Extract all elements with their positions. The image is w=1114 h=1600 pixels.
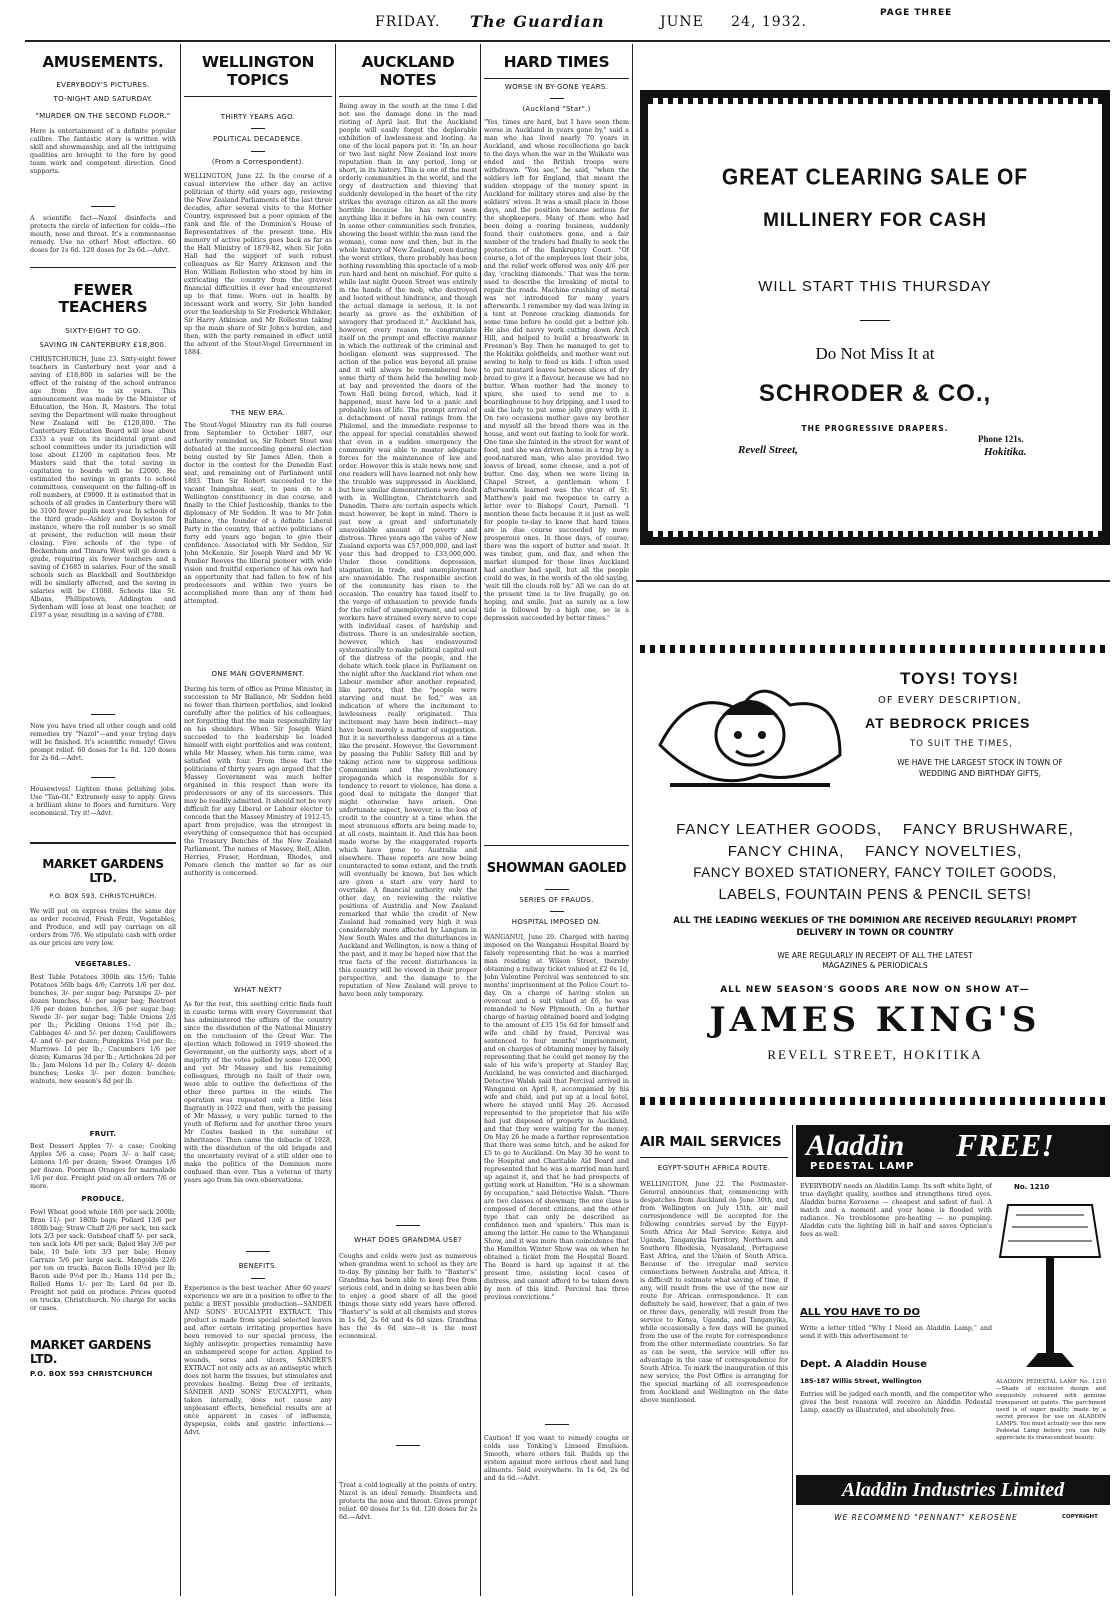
price-list: Best Dessert Apples 7/- a case; Cooking Apples 5/6 a case; Pears 3/- a half case; Lemons 1/6 per dozen; Sweet Oranges 1/6 per dozen. Poorman Oranges for marmalade 1/6 per doz. Freight paid on all orders 7/6 or more. — [30, 1143, 176, 1191]
bedrock-prices: AT BEDROCK PRICES — [865, 715, 1031, 731]
divider — [396, 1225, 420, 1226]
aladdin-brand: Aladdin — [806, 1129, 905, 1162]
aladdin-industries-banner: Aladdin Industries Limited — [796, 1475, 1110, 1505]
divider — [91, 206, 115, 207]
masthead-rule — [25, 40, 1110, 42]
subheading: PRODUCE. — [81, 1195, 125, 1204]
divider — [246, 1251, 270, 1252]
article-text: As for the rest, this seething critic finds fault in caustic terms with every Government that has administered the affairs of the country since the dissolution of the National Ministry on the conclusion of the Great War. The election which followed in 1919 showed the Government, on the authority says, short of a majority of the votes polled by some 120,000, and yet Mr Massey and his remaining colleagues, through no fault of their own, were able to outlive the defections of the other three parties in the winds. The operation was repeated only a little less flagrantly in 1922 and then, with the passing of Mr Massey, a very public turned to the youth of Reform and for another three years Mr Coates basked in the sunshine of inheritance. Then came the debacle of 1928, with the dissolution of the old brigade and the uncertainty revival of a still older one to make the politics of the Dominion more confused than ever. This a veteran of thirty years ago from his own observations. — [184, 1001, 332, 1185]
store-street: Revell Street, — [738, 444, 798, 456]
heading-wellington-topics: WELLINGTON TOPICS — [201, 53, 315, 89]
heading-air-mail: AIR MAIL SERVICES — [640, 1134, 782, 1150]
aladdin-copy: EVERYBODY needs an Aladdin Lamp. Its soft white light, of true daylight quality, soothes and strengthens tired eyes. Aladdin burns Kerosene — cheapest and safest of fuel. A match and a moment and your home is flooded with radiance. No troublesome pre-heating — no pumping. Aladdin cuts the lighting bill in half and saves Optician's fees as well. — [800, 1183, 992, 1238]
subheading: WHAT NEXT? — [233, 985, 283, 994]
contest-street: 185-187 Willis Street, Wellington — [800, 1377, 922, 1385]
subheading: SERIES OF FRAUDS. — [519, 895, 594, 904]
divider — [860, 320, 890, 321]
goods-line: FANCY BOXED STATIONERY, FANCY TOILET GOODS, — [693, 865, 1057, 880]
column-wellington-topics — [184, 44, 332, 1596]
advert-text: Caution! If you want to remedy coughs or colds use Tonking's Linseed Emulsion. Smooth, where others fail. Builds up the system against more serious chest and lung ailments. Sold everywhere. In 1s 6d, 2s 6d and 4s 6d.—Advt. — [484, 1434, 629, 1482]
decorative-border — [648, 531, 1102, 537]
jester-illustration — [650, 665, 850, 805]
subheading: WHAT DOES GRANDMA USE? — [354, 1235, 462, 1244]
contest-instructions: Write a letter titled "Why I Need an Aladdin Lamp," and send it with this advertisement to — [800, 1325, 992, 1340]
subheading: SIXTY-EIGHT TO GO. — [65, 327, 141, 336]
divider — [251, 128, 265, 129]
divider — [550, 911, 564, 912]
article-text: WANGANUI, June 20. Charged with having imposed on the Wanganui Hospital Board by falsely representing that he was a married man residing at Wilson Street, thereby obtaining a railway ticket valued at £2 6s 1d, John Valentine Percival was sentenced to six months' imprisonment at the Police Court to-day. On a charge of having stolen an overcoat and a suit valued at £6, he was remanded to New Plymouth. On a further charge of having obtained board and lodging to the amount of £35 15s 6d for himself and wife and child by fraud, Percival was sentenced to four months' imprisonment, and on charges of obtaining money by falsely representing that he could get money by the sale of his wife's property at Stanley Bay, Auckland, he was convicted and discharged. Detective Walsh said that Percival arrived in Wanganui on April 8, accompanied by his wife and child, and put up at a local hotel, where he stayed until May 26. Accused represented to the proprietor that his wife had just disposed of property in Auckland, and that they were waiting for the money. On May 26 he made a further representation that there was some hitch, and he asked for £5 to go to Auckland. On May 30 he went to the Hospital and Charitable Aid Board and represented that he was a married man hard up against it, and that he had prospects of getting work at Hamilton. "He is a showman by occupation," said Detective Walsh. "There are two classes of showman; the one class is composed of decent citizens, and the other type that can only be described as confidence men and 'spielers.' This man is among the latter. He came to the Whanganui Show, and it was more than coincidence that the Hamilton Winter Show was on when he obtained a ticket from the Hospital Board. The Board is hard up against it at the present time, assisting local cases of distress, and cannot afford to be taken down by men of this kind. Percival has three previous convictions." — [484, 933, 629, 1301]
goods-line: FANCY LEATHER GOODS, FANCY BRUSHWARE, — [676, 821, 1074, 838]
divider — [251, 151, 265, 152]
schroder-advert — [640, 90, 1110, 545]
subheading: THE NEW ERA. — [230, 408, 286, 417]
column-air-mail — [640, 1125, 788, 1595]
advert-text: Experience is the best teacher. After 60 years' experience we are in a position to offer to the public a BEST possible production—SANDER AND SONS' EUCALYPTI EXTRACT. This product is made from special selected leaves and after certain irritating properties have been removed to our special process, the highly antiseptic properties remaining have an unhampered scope for action. Applied to wounds, sores and ulcers, SANDER'S EXTRACT not only acts as an antiseptic which does not harm the tissues, but stimulates and provokes healing. Being free of irritants, SANDER AND SONS' EUCALYPTI, when taken internally, does not cause any unpleasant effects, beneficial results are at once apparent in cases of influenza, dyspepsia, colds and gastric infections.—Advt. — [184, 1284, 332, 1436]
toys-description: OF EVERY DESCRIPTION, — [878, 695, 1022, 706]
divider — [91, 714, 115, 715]
toys-heading: TOYS! TOYS! — [900, 669, 1020, 688]
contest-heading: ALL YOU HAVE TO DO — [800, 1307, 921, 1318]
store-address: REVELL STREET, HOKITIKA — [767, 1047, 983, 1062]
subheading: POLITICAL DECADENCE. — [213, 135, 303, 144]
column-hard-times — [484, 44, 629, 1596]
subheading: HOSPITAL IMPOSED ON. — [511, 918, 602, 927]
suit-times: TO SUIT THE TIMES, — [910, 739, 1013, 749]
store-town: Hokitika. — [984, 446, 1027, 458]
store-tagline: THE PROGRESSIVE DRAPERS. — [801, 424, 949, 433]
lamp-caption: ALADDIN PEDESTAL LAMP No. 1210 —Shade of exclusive design and exquisitely coloured with genuine transparent oil paints. The parchment used is of super quality, made by a secret process for use on ALADDIN LAMPS. You must actually see this new Pedestal Lamp before you can fully appreciate its transcendent beauty. — [996, 1379, 1106, 1441]
decorative-border — [640, 1097, 1110, 1105]
subheading: BENEFITS. — [238, 1262, 278, 1271]
subheading: TO-NIGHT AND SATURDAY. — [53, 94, 153, 103]
subheading: ONE MAN GOVERNMENT. — [211, 670, 305, 679]
advert-text: A scientific fact—Nazol disinfects and protects the circle of infection for colds—the mouth, nose and throat. It's a commonsense remedy. Use no other! Most effective. 60 doses for 1s 6d. 120 doses for 2s 6d.—Advt. — [30, 214, 176, 254]
subheading: EVERYBODY'S PICTURES. — [56, 81, 150, 90]
store-name: SCHRODER & CO., — [758, 380, 992, 407]
sale-start: WILL START THIS THURSDAY — [758, 278, 992, 295]
column-rule — [180, 44, 181, 1596]
divider — [636, 580, 1110, 582]
article-text: WELLINGTON, June 22. The Postmaster-General announces that, commencing with despatches from Auckland on June 30th, and from Wellington on July 15th, air mail correspondence will be accepted for the following countries served by the Egypt-South Africa Air Mail Service: Kenya and Uganda, Tanganyika Territory, Northern and Southern Rhodesia, Nyasaland, Portuguese East Africa, and the Union of South Africa. Because of the irregular mail service connections between Australia and Africa, it is difficult to estimate what saving of time, if any, will result from the use of the new air route for African correspondence. It can definitely be said, however, that a gain of two or three days, generally, will result from the service to Kenya, Uganda, and Tanganyika, while occasionally a few days will be gained from the use of the route for correspondence from the other intermediate countries. So far as can be seen, the service will offer no advantage in the case of correspondence for South Africa. To mark the inauguration of this new service, the Post Office is arranging for the special marking of all correspondence from Auckland and Wellington on the date above mentioned. — [640, 1180, 788, 1404]
heading-market-gardens: MARKET GARDENS LTD. — [42, 857, 164, 885]
free-label: FREE! — [956, 1127, 1054, 1163]
divider — [30, 267, 176, 268]
subheading: THIRTY YEARS AGO. — [220, 112, 296, 121]
heading-amusements: AMUSEMENTS. — [42, 53, 164, 71]
advert-text: We will put on express trains the same day as order received, Fresh Fruit, Vegetables, and Produce, and will pay carriage on all orders from 7/6. We stipulate cash with order as our prices are very low. — [30, 908, 176, 948]
divider — [251, 1278, 265, 1279]
article-text: "Yes, times are hard, but I have seen them worse in Auckland in years gone by," said a man who has lived nearly 70 years in Auckland, and whose recollections go back to the days when the war in the Waikato was ended and the British troops were withdrawn. "You see," he said, "when the soldiers left for England, that meant the sudden stoppage of the money spent in Auckland for military stores and also by the soldiers' wives. It was a small place in those days, and the position became serious for the shopkeepers. Many of them who had been doing a roaring business, suddenly found their customers gone, and a fair number of the traders had finally to seek the protection of the Bankruptcy Court. "Of course, a lot of the employees lost their jobs, and the relief work offered was only 4/6 per day, 'cracking diamonds.' That was the term used to describe the breaking of metal to repair the roads. Machine crushing of metal was not introduced for many years afterwards. I remember my dad was living in a tent at Penrose cracking diamonds for some time before he could get a better job. He also did navvy work cutting down Arch Hill, and helped to build a breastwork in Freeman's Bay. Then he managed to get to the Hokitika goldfields, and mother went out sewing to help to feed us kids. I often used to put mustard leaves between slices of dry bread to give it a flavour, because we had no butter. When mother had the money to spare, she used to send me to a boardinghouse to buy dripping, and I used to ask the lady to put some jelly gravy with it. On two occasions mother gave my brother and myself all the bread there was in the house, and went out fasting to look for work. One time she fainted in the street for want of food, and she was driven home in a trap by a good-natured man, who also provided two loaves of bread, some cheese, and a pot of butter. One day, when we were living in Chapel Street, a gentleman whom I afterwards learned was the vicar of St. Matthew's paid me twopence to carry a letter over to Bishops' Court, Parnell. "I mention these facts because it is just as well for people to-day to know that hard times are in due course succeeded by more prosperous ones. In those days, of course, there was the export of butter and meat. It was timber, gum, and flax, and when the market slumped for those lines Auckland had another bad spell, but all the people could do was, in the words of the old saying, 'wait till the clouds roll by.' All we can do at the present time is to live frugally, go on hoping, and smile. Just as surely as a low tide is followed by a high one, so is a depression succeeded by better times." — [484, 118, 629, 622]
masthead-date: JUNE 24, 1932. — [660, 14, 807, 30]
advert-text: Now you have tried all other cough and cold remedies try "Nazol"—and your trying days will be finished. It's scientific remedy! Gives prompt relief. 60 doses for 1s 6d. 120 doses for 2s 6d.—Advt. — [30, 723, 176, 763]
heading-hard-times: HARD TIMES — [503, 53, 610, 71]
heading-showman-gaoled: SHOWMAN GAOLED — [486, 860, 627, 876]
divider — [545, 889, 569, 890]
subheading: "MURDER ON THE SECOND FLOOR." — [35, 112, 171, 121]
article-text: Here is entertainment of a definite popular calibre. The fantastic story is written with skill and showmanship, and all the intriguing qualities are brought to the fore by good team work and competent direction. Good supports. — [30, 127, 176, 175]
subheading: SAVING IN CANTERBURY £18,800. — [39, 340, 167, 349]
contest-terms: Entries will be judged each month, and the competitor who gives the best reasons will receive an Aladdin Pedestal Lamp, exactly as illustrated, and absolutely free. — [800, 1391, 992, 1414]
article-text: During his term of office as Prime Minister, in succession to Mr Ballance, Mr Seddon held no fewer than thirteen portfolios, and looked carefully after the politics of his colleagues, not forgetting that the main responsibility lay on his shoulders. When Sir Joseph Ward succeeded to the leadership he loaded himself with eight portfolios and was content, while Mr Massey, when his term came, was satisfied with four. From these fact the politicians of thirty years ago argued that the Massey Government was much better organised in this respect than were its predecessors or any of its successors. This may be readily admitted. It should not be very difficult for any Liberal or Labour elector to concede that the Massey Ministry of 1912-15, apart from prejudice, was the strongest in everything of consequence that has occupied the Treasury Benches of the New Zealand Parliament. The names of Massey, Bell, Allen, Herries, Fraser, Hordman, Rhodes, and Pomare clench the matter so far as our authority is concerned. — [184, 685, 332, 877]
subheading: EGYPT-SOUTH AFRICA ROUTE. — [657, 1163, 771, 1172]
pedestal-lamp-label: PEDESTAL LAMP — [810, 1161, 915, 1172]
subheading: (From a Correspondent). — [211, 157, 305, 166]
lamp-illustration — [996, 1197, 1104, 1373]
price-list: Best Table Potatoes 300lb sks 15/6; Table Potatoes 56lb bags 4/6; Carrots 1/6 per doz. bunches, 3/- per sugar bag; Parsnips 2/- per dozen bunches, 4/- per sugar bag; Beetroot 1/6 per dozen bunches, 3/6 per sugar bag; Swede 3/- per sugar bag; Table Onions 2/d per lb.; Pickling Onions 1½d per lb.; Cabbages 4/- and 5/- per dozen; Cauliflowers 4/- and 6/- per dozen; Pumpkins 1½d per lb.; Marrows 1d per lb.; Cucumbers 1/6 per dozen; Kumaras 3d per lb.; Artichokes 2d per lb.; Jam Melons 1d per lb.; Celery 4/- dozen bunches; Leeks 3/- per dozen bunches; walnuts, new season's 8d per lb. — [30, 973, 176, 1085]
heading-auckland-notes: AUCKLAND NOTES — [361, 53, 455, 89]
lamp-number: No. 1210 — [1014, 1183, 1050, 1191]
column-auckland-notes — [339, 44, 477, 1596]
column-rule — [792, 1125, 793, 1595]
decorative-border — [648, 98, 1102, 104]
divider — [640, 1157, 788, 1158]
column-rule — [480, 44, 481, 1596]
sale-subtitle: MILLINERY FOR CASH — [763, 210, 987, 231]
column-rule — [335, 44, 336, 1596]
masthead-title: The Guardian — [470, 12, 605, 31]
divider — [484, 78, 629, 79]
sale-invite: Do Not Miss It at — [815, 344, 935, 363]
divider — [550, 98, 564, 99]
advert-text: Treat a cold logically at the points of entry. Nazol is an ideal remedy. Disinfects and protects the nose and throat. Gives prompt relief. 60 doses for 1s 6d. 120 doses for 2s 6d.—Advt. — [339, 1482, 477, 1522]
price-list: Fowl Wheat good whole 18/6 per sack 200lb; Bran 11/- per 180lb bags; Pollard 13/6 per 180lb bag; Straw Chaff 2/6 per sack, ten sack lots 2/3 per sack. Oatsheaf chaff 5/- per sack, ten sack lots 4/6 per sack; Baled Hay 3/6 per bale, 10 bale lots 3/3 per bale; Honey Carraze 5/6 per large sack. Mangolds 22/6 per ton on trucks. Bacon Rolls 10½d per lb; Bacon side 9½d per lb.; Hams 11d per lb.; Rolled Hams 1/- per lb; Lard 6d per lb. Freight not paid on produce. Prices quoted on trucks, Christchurch. No charge for sacks or cases. — [30, 1208, 176, 1312]
sale-title: GREAT CLEARING SALE OF — [721, 164, 1029, 191]
advert-text: Coughs and colds were just as numerous when grandma went to school as they are to-day. By pinning her faith to "Baxter's" Grandma has been able to keep free from serious cold, and in doing so has been able to enjoy a good share of all the good things those sixty odd years have offered. "Baxter's" is sold at all chemists and stores in 1s 6d, 2s 6d and 4s 6d sizes. Grandma has the 4s 6d size—it is the most economical. — [339, 1253, 477, 1341]
aladdin-banner — [796, 1125, 1110, 1177]
subheading: FRUIT. — [89, 1129, 117, 1138]
store-phone: Phone 121s. — [978, 434, 1024, 444]
divider — [484, 845, 629, 846]
page-number: PAGE THREE — [880, 8, 953, 18]
column-rule — [632, 44, 633, 1596]
divider — [91, 777, 115, 778]
article-text: Being away in the south at the time I did not see the damage done in the mad rioting of April last. But the Auckland people will easily forget the deplorable exhibition of lawlessness and looting. As one of the local papers put it: "In an hour or two last night New Zealand lost more reputation than in any period, long or short, in its history. This is one of the most orderly communities in the world, and the orgy of destruction and thieving that suddenly developed in the heart of the city strikes the average citizen as all the more horrible because he has never seen anything like it before in his own country. In some other communities such frenzies, showing the beast within the man (and the woman), come now and then, but in the whole history of New Zealand, even during the worst strikes, there probably has been nothing resembling this spectacle of a mob run hard and bent on mischief. For quite a while last night Queen Street was entirely in the hands of the mob, who destroyed and looted without hindrance, and though the actual damage is serious, it is not nearly as grave as the exhibition of savagery that produced it." Auckland has, however, every reason to congratulate itself on the prompt and effective manner in which the outbreak of the criminal and hooligan element was suppressed. The action of the police was beyond all praise and it will always be remembered how some thirty of them held the howling mob at bay and prevented the doors of the Town Hall being forced, which, had it happened, must have led to a panic and probably loss of life. The prompt arrival of a detachment of naval ratings from the Philomel, and the immediate response to the appeal for special constables showed that even in a sudden emergency the community was able to muster adequate forces for the maintenance of law and order. However this is stale news now, and one readers will have learned not only how the trouble was suppressed in Auckland, but how similar demonstrations were dealt with in Wellington, Christchurch and Dunedin. There are certain aspects which must however, be kept in mind. There is just now a great and unfortunately unavoidable amount of poverty and distress. Three years ago the value of New Zealand exports was £57,000,000, and last year this had dropped to £33,000,000. Under these conditions depression, stagnation in trade, and unemployment are unavoidable. The responsible section of the community has risen to the occasion. The country has taxed itself to the verge of exhaustion to provide funds for the relief of unemployment, and social workers have strained every nerve to cope with individual cases of hardship and distress. There is an undesirable section, however, which has endeavoured systematically to make political capital out of the distress of the people, and the debate which took place in Parliament on the night after the Auckland riot when one Labour member after another repeated, like parrots, that the "people were starving and must be fed," was an indication of where the incitement to lawlessness really originated. This incitement may have been indirect—may have been merely a matter of suggestion. But it is nevertheless dangerous at a time like the present. However, the Government by passing the Public Safety Bill and by taking action now to suppress seditious Communism and the revolutionary propaganda which is responsible for a tendency to resort to violence, has done a good deal to mitigate the danger that might otherwise have arisen. One unfortunate aspect, however, is the loss of credit to the country at a time when the most strenuous efforts are being made to, at all costs, maintain it. And this has been made worse by the exaggerated reports which have gone to Australia and elsewhere. These reports are now being counteracted to some extent, and the truth will eventually be known, but lies which are given a start are very hard to overtake. A financial authority only the other day, on reviewing the relative positions of Australia and New Zealand remarked that while the credit of New Zealand had remained very high it was considerably more affected by Langism in New South Wales and the disturbances in Auckland and Wellington, is now a thing of the past, and it may be hoped now that the true facts of the recent disturbances in this country will be viewed in their proper perspective, and the damage to the reputation of New Zealand will prove to have been only temporary. — [339, 102, 477, 998]
goods-line: FANCY CHINA, FANCY NOVELTIES, — [727, 843, 1023, 860]
weeklies-notice: ALL THE LEADING WEEKLIES OF THE DOMINION ARE RECEIVED REGULARLY! PROMPT DELIVERY IN TOWN OR COUNTRY — [673, 916, 1077, 938]
new-season-notice: ALL NEW SEASON'S GOODS ARE NOW ON SHOW AT— — [720, 985, 1030, 995]
divider — [396, 1445, 420, 1446]
advert-text: Housewives! Lighten those polishing jobs. Use "Tan-Ol." Extremely easy to apply. Gives a brilliant shine to floors and furniture. Very economical. Try it!—Advt. — [30, 786, 176, 818]
address: P.O. BOX 593 CHRISTCHURCH — [30, 1370, 153, 1379]
address: P.O. BOX 593, CHRISTCHURCH. — [49, 891, 157, 900]
divider — [30, 842, 176, 844]
footer-market-gardens: MARKET GARDENS LTD. — [30, 1337, 152, 1366]
subheading: VEGETABLES. — [75, 960, 131, 969]
subheading: WORSE IN BY-GONE YEARS. — [504, 82, 609, 91]
kerosene-recommendation: WE RECOMMEND "PENNANT" KEROSENE — [834, 1513, 1018, 1522]
wedding-gifts: WE HAVE THE LARGEST STOCK IN TOWN OF WEDDING AND BIRTHDAY GIFTS, — [897, 758, 1063, 778]
magazines-notice: WE ARE REGULARLY IN RECEIPT OF ALL THE LATEST MAGAZINES & PERIODICALS — [777, 951, 973, 970]
divider — [184, 96, 332, 97]
contest-address: Dept. A Aladdin House — [800, 1359, 927, 1370]
article-text: CHRISTCHURCH, June 23. Sixty-eight fewer teachers in Canterbury next year and a saving of £18,800 in salaries will be the effect of the raising of the school entrance age from five to six years. This announcement was made by the Minister of Education, the Hon. R. Masters. The total saving the Department will make throughout New Zealand will be £120,000. The Canterbury Education Board will lose about £333 a year on its incidental grant and school committees under its jurisdiction will lose about £1200 in capitation fees. Mr Masters said that the total saving in capitation to boards will be £2000. He estimated the savings in grants to school committees, consequent on the falling-off in roll numbers, at £9000. It is estimated that in schools of all grades in Canterbury there will be 3100 fewer pupils next year. In schools of the third grade—Ashley and Doyleston for instance, where the roll number is so small at present, the reduction will mean their closing. Five schools of the type of Beckenham and Timaru West will go down a grade, requiring six fewer teachers and a saving of £1685 in salaries. Four of the small schools such as Blackball and Southbridge will be similarly affected, and the saving in salaries will be £1088. Schools like St. Albans, Phillipstown, Addington and Sydenham will lose at least one teacher, or £197 a year, resulting in a saving of £788. — [30, 356, 176, 620]
article-text: WELLINGTON, June 22. In the course of a casual interview the other day an active politician of thirty odd years ago, reviewing the New Zealand Parliaments of the last three decades, after several visits to the Mother Country, expressed but a poor opinion of the rank and file of the Dominion's House of Representatives of the present time. His memory of active politics goes back as far as the Hall Ministry of 1879-82, when Sir John Hall had the support of such robust colleagues as Sir Harry Atkinson and the Hon. William Rolleston who stood by him in extricating the country from the gravest financial difficulties it ever had encountered up to that time. Worn out in health by incessant work and worry, Sir John handed over the leadership to Sir Frederick Whitaker, Sir Harry Atkinson and Mr Rolleston taking up the main share of Sir John's burden, and then, with the party remained in effect until the advent of the Stout-Vogel Government in 1884. — [184, 172, 332, 356]
article-text: The Stout-Vogel Ministry ran its full course from September to October 1887, our authority reminded us, Sir Robert Stout was defeated at the succeeding general election being ousted by Sir James Allen, then a doctor in the contest for the Dunedin East seat, and remaining out of Parliament until 1893. Then Sir Robert succeeded to the vacant Inangahua seat, to pass on to a Wellington constituency in due course, and finally to the Chief Justiceship, thanks to the diplomacy of Mr Seddon. It was to Mr John Ballance, the founder of a definite Liberal Party in the country, that active politicians of forty odd years ago began to give their confidence. Associated with Mr Seddon, Sir John McKenzie, Sir Joseph Ward and Mr W. Pember Reeves the liberal pioneer with wide vision and fruitful experience of his own had an opportunity that had fallen to few of his predecessors and within two years he accomplished more than any of them had attempted. — [184, 422, 332, 606]
divider — [545, 1424, 569, 1425]
subheading: (Auckland "Star".) — [522, 105, 591, 114]
goods-line: LABELS, FOUNTAIN PENS & PENCIL SETS! — [718, 887, 1032, 903]
heading-fewer-teachers: FEWER TEACHERS — [58, 280, 148, 317]
copyright-label: COPYRIGHT — [1062, 1514, 1098, 1520]
divider — [339, 96, 477, 97]
aladdin-advert — [796, 1125, 1110, 1595]
column-amusements — [30, 44, 176, 1596]
james-kings-advert — [640, 645, 1110, 1105]
decorative-border — [640, 645, 1110, 653]
masthead-day: FRIDAY. — [375, 14, 441, 30]
store-name: JAMES KING'S — [709, 1000, 1041, 1040]
masthead — [0, 0, 1114, 40]
